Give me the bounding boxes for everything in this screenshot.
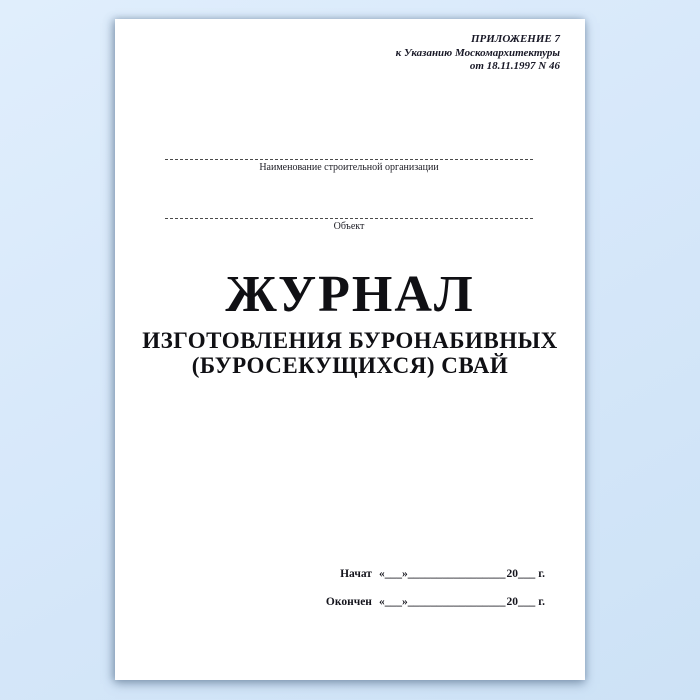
started-date-row	[115, 567, 545, 581]
started-fill-line: _________________	[407, 568, 506, 580]
document-subtitle-line2: (БУРОСЕКУЩИХСЯ) СВАЙ	[191, 353, 509, 378]
title-block	[115, 266, 585, 378]
started-year-suffix: г.	[538, 568, 545, 580]
object-fill-line	[165, 218, 533, 219]
finished-day-blank: «___»	[378, 596, 408, 608]
organization-field-caption: Наименование строительной организации	[259, 162, 439, 173]
finished-fill-line: _________________	[407, 596, 506, 608]
approval-header-line2: к Указанию Москомархитектуры	[395, 46, 560, 59]
document-title: ЖУРНАЛ	[225, 266, 475, 323]
organization-field	[165, 159, 533, 174]
object-field-caption: Объект	[333, 221, 365, 232]
document-page	[115, 19, 585, 680]
approval-header-line1: ПРИЛОЖЕНИЕ 7	[470, 33, 560, 45]
finished-label: Окончен	[325, 596, 372, 608]
document-subtitle-line1: ИЗГОТОВЛЕНИЯ БУРОНАБИВНЫХ	[142, 328, 558, 353]
started-year-blank: 20___	[506, 568, 536, 580]
finished-date-row	[115, 595, 545, 609]
object-field	[165, 218, 533, 233]
dates-block	[115, 567, 545, 623]
finished-year-blank: 20___	[506, 596, 536, 608]
approval-header	[115, 33, 560, 74]
finished-year-suffix: г.	[538, 596, 545, 608]
approval-header-line3: от 18.11.1997 N 46	[469, 60, 560, 72]
started-day-blank: «___»	[378, 568, 408, 580]
organization-fill-line	[165, 159, 533, 160]
started-label: Начат	[340, 568, 372, 580]
